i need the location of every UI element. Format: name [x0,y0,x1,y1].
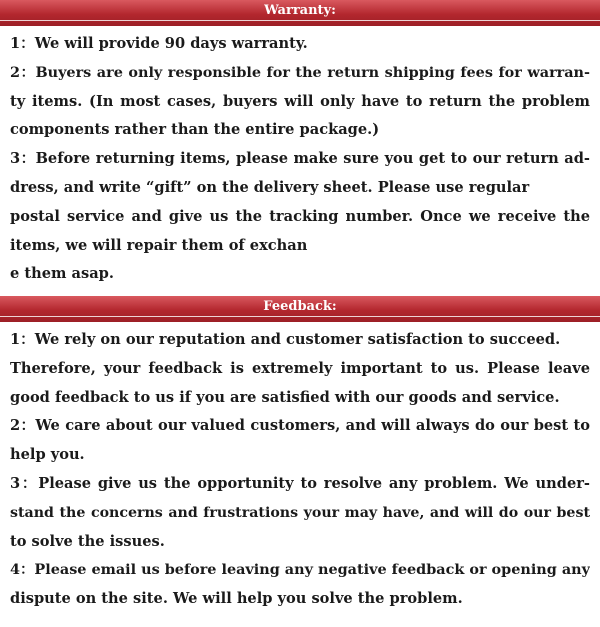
feedback-header-banner [0,296,600,322]
warranty-line: 1：We will provide 90 days warranty. [10,35,308,52]
warranty-line: postal service and give us the tracking number. Once we receive the [10,207,590,225]
warranty-line: 3：Before returning items, please make sure you get to our return ad- [10,150,590,168]
warranty-line: items, we will repair them of exchan [10,236,308,254]
feedback-line: help you. [10,446,85,464]
warranty-line: 2：Buyers are only responsible for the return shipping fees for warran- [10,63,590,81]
warranty-title: Warranty: [264,3,336,18]
feedback-line: 1：We rely on our reputation and customer satisfaction to succeed. [10,331,561,348]
feedback-line: Therefore, your feedback is extremely important to us. Please leave [10,359,590,377]
feedback-body [10,326,590,614]
feedback-line: 3：Please give us the opportunity to resolve any problem. We under- [10,474,590,492]
warranty-line: ty items. (In most cases, buyers will only have to return the problem [10,92,590,110]
feedback-title: Feedback: [263,299,337,314]
warranty-header-banner [0,0,600,26]
feedback-line: to solve the issues. [10,532,165,550]
feedback-line: dispute on the site. We will help you solve the problem. [10,590,463,608]
feedback-line: 4：Please email us before leaving any negative feedback or opening any [10,561,590,579]
warranty-line: components rather than the entire package.) [10,121,380,139]
warranty-line: dress, and write “gift” on the delivery sheet. Please use regular [10,178,530,196]
warranty-line: e them asap. [10,265,114,283]
warranty-body [10,30,590,289]
feedback-line: stand the concerns and frustrations your may have, and will do our best [10,504,590,521]
feedback-line: good feedback to us if you are satisfied with our goods and service. [10,388,560,406]
feedback-line: 2：We care about our valued customers, and will always do our best to [10,417,590,435]
